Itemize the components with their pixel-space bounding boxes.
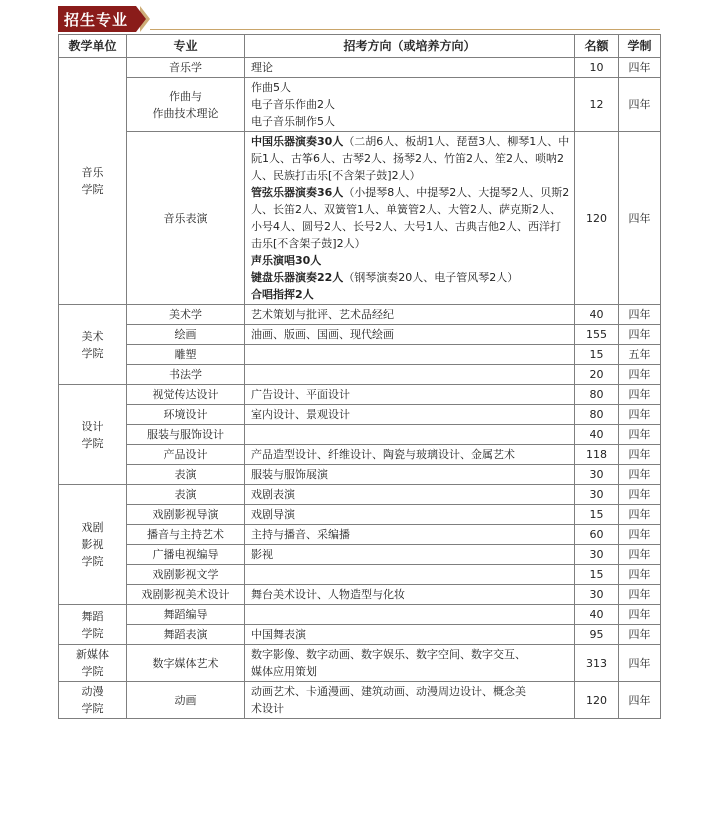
unit-animation-line2: 学院: [81, 702, 104, 715]
table-row: [59, 645, 661, 682]
duration-cell: 四年: [619, 405, 661, 425]
performance-chinese-instruments: 中国乐器演奏30人: [251, 135, 344, 148]
direction-cell: 广告设计、平面设计: [245, 385, 575, 405]
direction-cell: 影视: [245, 545, 575, 565]
quota-cell: 60: [575, 525, 619, 545]
quota-cell: 30: [575, 545, 619, 565]
duration-cell: 四年: [619, 565, 661, 585]
major-cell: [127, 78, 245, 132]
performance-orchestral-instruments: 管弦乐器演奏36人: [251, 186, 344, 199]
direction-cell: 戏剧导演: [245, 505, 575, 525]
unit-design-line1: 设计: [81, 419, 104, 433]
major-cell: 戏剧影视导演: [127, 505, 245, 525]
duration-cell: 四年: [619, 505, 661, 525]
section-title: 招生专业: [64, 11, 129, 29]
major-cell: 舞蹈表演: [127, 625, 245, 645]
direction-cell: 室内设计、景观设计: [245, 405, 575, 425]
table-row: [59, 305, 661, 325]
direction-line: 数字影像、数字动画、数字娱乐、数字空间、数字交互、: [251, 648, 526, 661]
quota-cell: 30: [575, 485, 619, 505]
quota-cell: 118: [575, 445, 619, 465]
duration-cell: 四年: [619, 425, 661, 445]
header-unit: 教学单位: [59, 35, 127, 58]
table-row: [59, 505, 661, 525]
unit-music-line1: 音乐: [81, 166, 104, 179]
header-major: 专业: [127, 35, 245, 58]
major-cell: 表演: [127, 485, 245, 505]
direction-cell: 主持与播音、采编播: [245, 525, 575, 545]
quota-cell: 313: [575, 645, 619, 682]
direction-cell: 服装与服饰展演: [245, 465, 575, 485]
duration-cell: 四年: [619, 305, 661, 325]
unit-art-line2: 学院: [81, 346, 104, 360]
table-row: [59, 445, 661, 465]
major-cell: 数字媒体艺术: [127, 645, 245, 682]
unit-newmedia-line1: 新媒体: [76, 648, 109, 661]
direction-cell: 戏剧表演: [245, 485, 575, 505]
table-row: [59, 485, 661, 505]
duration-cell: 四年: [619, 545, 661, 565]
major-cell: 广播电视编导: [127, 545, 245, 565]
unit-music: [59, 58, 127, 305]
major-cell: 雕塑: [127, 345, 245, 365]
table-header-row: [59, 35, 661, 58]
quota-cell: 155: [575, 325, 619, 345]
table-row: [59, 465, 661, 485]
major-cell: 舞蹈编导: [127, 605, 245, 625]
duration-cell: 四年: [619, 445, 661, 465]
duration-cell: 四年: [619, 325, 661, 345]
quota-cell: 10: [575, 58, 619, 78]
table-row: [59, 78, 661, 132]
quota-cell: 40: [575, 605, 619, 625]
unit-drama-line2: 影视: [81, 538, 104, 551]
duration-cell: 四年: [619, 58, 661, 78]
unit-new-media: [59, 645, 127, 682]
unit-design-line2: 学院: [81, 436, 104, 450]
direction-cell: [245, 345, 575, 365]
quota-cell: 30: [575, 465, 619, 485]
major-cell: 动画: [127, 682, 245, 719]
table-row: [59, 625, 661, 645]
direction-line: 电子音乐作曲2人: [251, 98, 335, 111]
duration-cell: 四年: [619, 78, 661, 132]
quota-cell: 80: [575, 385, 619, 405]
duration-cell: 四年: [619, 132, 661, 305]
unit-animation: [59, 682, 127, 719]
table-row: [59, 345, 661, 365]
duration-cell: 四年: [619, 645, 661, 682]
duration-cell: 四年: [619, 485, 661, 505]
major-cell: 播音与主持艺术: [127, 525, 245, 545]
direction-cell: [245, 645, 575, 682]
direction-cell: 艺术策划与批评、艺术品经纪: [245, 305, 575, 325]
major-cell: 音乐学: [127, 58, 245, 78]
unit-drama: [59, 485, 127, 605]
quota-cell: 95: [575, 625, 619, 645]
duration-cell: 四年: [619, 605, 661, 625]
section-banner: [58, 6, 148, 32]
table-row: [59, 325, 661, 345]
duration-cell: 四年: [619, 365, 661, 385]
unit-fine-arts: [59, 305, 127, 385]
direction-cell: [245, 365, 575, 385]
header-direction: 招考方向（或培养方向）: [245, 35, 575, 58]
direction-cell: [245, 605, 575, 625]
table-row: [59, 545, 661, 565]
direction-line: 电子音乐制作5人: [251, 115, 335, 128]
major-cell: 戏剧影视文学: [127, 565, 245, 585]
major-cell: 书法学: [127, 365, 245, 385]
quota-cell: 12: [575, 78, 619, 132]
quota-cell: 40: [575, 425, 619, 445]
unit-dance: [59, 605, 127, 645]
banner-arrow: [136, 6, 146, 32]
duration-cell: 五年: [619, 345, 661, 365]
major-line: 作曲技术理论: [152, 106, 219, 120]
direction-cell: 理论: [245, 58, 575, 78]
duration-cell: 四年: [619, 385, 661, 405]
unit-music-line2: 学院: [81, 183, 104, 196]
major-cell: 表演: [127, 465, 245, 485]
table-row: [59, 132, 661, 305]
quota-cell: 15: [575, 505, 619, 525]
direction-cell: 产品造型设计、纤维设计、陶瓷与玻璃设计、金属艺术: [245, 445, 575, 465]
table-row: [59, 565, 661, 585]
duration-cell: 四年: [619, 585, 661, 605]
major-cell: 视觉传达设计: [127, 385, 245, 405]
duration-cell: 四年: [619, 465, 661, 485]
direction-cell: 中国舞表演: [245, 625, 575, 645]
direction-cell: 舞台美术设计、人物造型与化妆: [245, 585, 575, 605]
direction-line: 媒体应用策划: [251, 665, 317, 678]
performance-keyboard: 键盘乐器演奏22人: [251, 271, 344, 284]
performance-choral-conducting: 合唱指挥2人: [251, 288, 314, 301]
performance-vocal: 声乐演唱30人: [251, 254, 322, 267]
banner-divider: [150, 29, 660, 30]
table-row: [59, 58, 661, 78]
direction-cell: [245, 78, 575, 132]
major-line: 作曲与: [169, 89, 202, 103]
unit-dance-line2: 学院: [81, 626, 104, 640]
major-cell: 绘画: [127, 325, 245, 345]
unit-drama-line3: 学院: [81, 555, 104, 568]
header-duration: 学制: [619, 35, 661, 58]
major-cell: 环境设计: [127, 405, 245, 425]
unit-design: [59, 385, 127, 485]
table-row: [59, 682, 661, 719]
quota-cell: 15: [575, 565, 619, 585]
unit-newmedia-line2: 学院: [81, 665, 104, 678]
duration-cell: 四年: [619, 682, 661, 719]
table-row: [59, 585, 661, 605]
header-quota: 名额: [575, 35, 619, 58]
table-row: [59, 425, 661, 445]
performance-keyboard-detail: （钢琴演奏20人、电子管风琴2人）: [343, 271, 519, 284]
unit-dance-line1: 舞蹈: [81, 609, 104, 623]
performance-orchestral-detail: （小提琴8人、中提琴2人、大提琴2人、贝斯2人、长笛2人、双簧管1人、单簧管2人、大管2人、萨克斯2人、小号4人、圆号2人、长号2人、大号1人、古典吉他2人、西洋打击乐[不含架子鼓]2人）: [251, 186, 570, 250]
major-cell: 戏剧影视美术设计: [127, 585, 245, 605]
direction-cell: [245, 682, 575, 719]
quota-cell: 40: [575, 305, 619, 325]
quota-cell: 30: [575, 585, 619, 605]
major-cell: 美术学: [127, 305, 245, 325]
direction-cell: [245, 565, 575, 585]
unit-art-line1: 美术: [81, 329, 104, 343]
direction-line: 作曲5人: [251, 81, 291, 94]
major-cell: 服装与服饰设计: [127, 425, 245, 445]
table-row: [59, 365, 661, 385]
quota-cell: 120: [575, 132, 619, 305]
unit-animation-line1: 动漫: [81, 685, 104, 698]
duration-cell: 四年: [619, 525, 661, 545]
table-row: [59, 605, 661, 625]
table-row: [59, 385, 661, 405]
direction-line: 术设计: [251, 702, 284, 715]
performance-chinese-detail: （二胡6人、板胡1人、琵琶3人、柳琴1人、中阮1人、古筝6人、古琴2人、扬琴2人、竹笛2人、笙2人、唢呐2人、民族打击乐[不含架子鼓]2人）: [251, 135, 570, 182]
major-cell: 音乐表演: [127, 132, 245, 305]
major-cell: 产品设计: [127, 445, 245, 465]
direction-cell: [245, 425, 575, 445]
unit-drama-line1: 戏剧: [81, 521, 104, 534]
duration-cell: 四年: [619, 625, 661, 645]
direction-line: 动画艺术、卡通漫画、建筑动画、动漫周边设计、概念美: [251, 685, 526, 698]
direction-cell: [245, 132, 575, 305]
enrollment-table: [58, 34, 661, 719]
quota-cell: 20: [575, 365, 619, 385]
direction-cell: 油画、版画、国画、现代绘画: [245, 325, 575, 345]
table-row: [59, 525, 661, 545]
table-row: [59, 405, 661, 425]
quota-cell: 80: [575, 405, 619, 425]
quota-cell: 15: [575, 345, 619, 365]
quota-cell: 120: [575, 682, 619, 719]
